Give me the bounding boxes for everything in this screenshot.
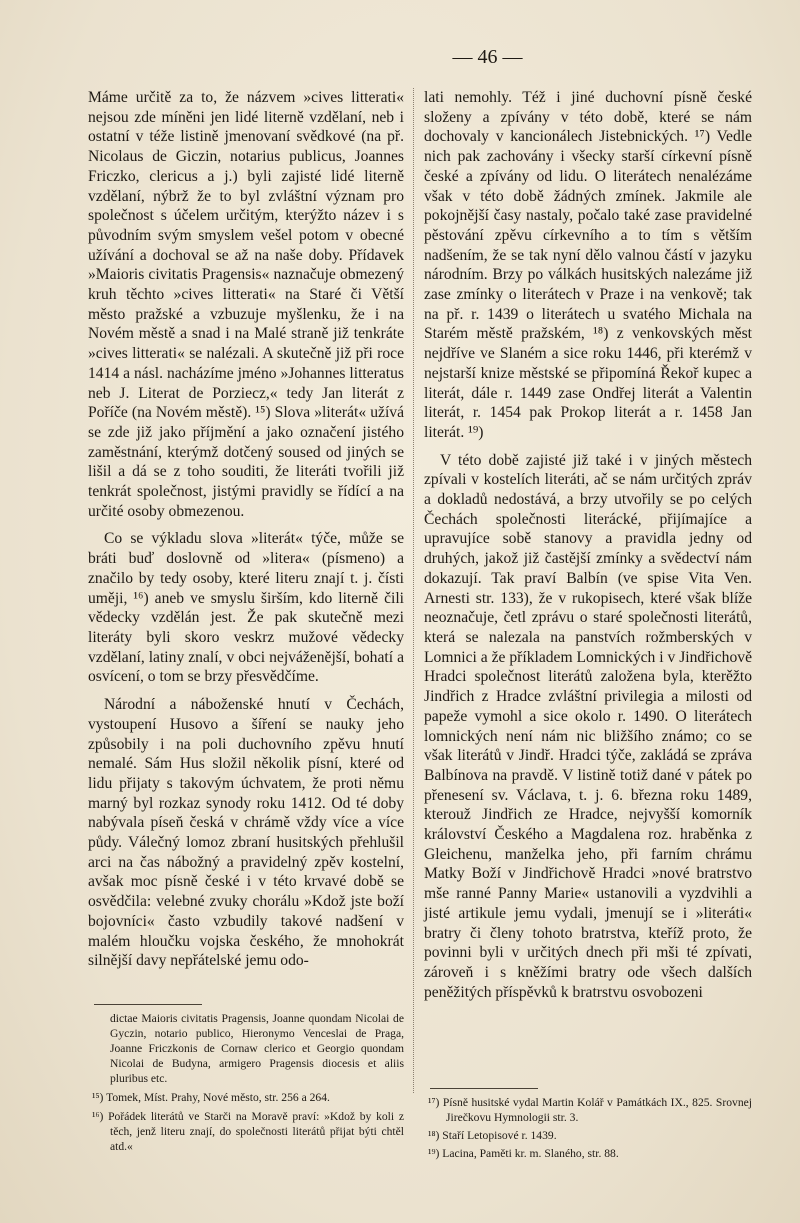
page-number: — 46 — (452, 46, 523, 68)
footnote-continuation: dictae Maioris civitatis Pragensis, Joanne quondam Nicolai de Gyczin, notario publico, Hieronymo Venceslai de Praga, Joanne Friczkonis de Cornaw clerico et Georgio quondam Nicolai de Budyna, armigero Pragensis diocesis et aliis pluribus etc. (110, 1012, 404, 1086)
footnote-15: ¹⁵) Tomek, Míst. Prahy, Nové město, str. 256 a 264. (92, 1091, 330, 1105)
footnote-rule (94, 1004, 202, 1005)
footnote-18: ¹⁸) Staří Letopisové r. 1439. (428, 1129, 557, 1143)
footnotes-left (88, 1004, 404, 1154)
footnote-16: ¹⁶) Pořádek literátů ve Starči na Moravě praví: »Kdož by koli z těch, jenž literu znají, do společnosti literátů přijat býti chtěl atd.« (92, 1109, 404, 1153)
right-column (424, 88, 752, 1002)
footnote-rule (430, 1088, 538, 1089)
paragraph: Co se výkladu slova »literát« týče, může se bráti buď doslovně od »litera« (písmeno) a značilo by tedy osoby, které literu znají t. j. čísti uměji, ¹⁶) aneb ve smyslu širším, kdo literně čili vědecky vzdělán jest. Že pak skutečně mezi literáty byli skoro veskrz mužové vědecky vzdělaní, latiny znalí, v obci nejváženější, bohatí a osvícení, o tom se brzy přesvědčíme. (88, 530, 404, 686)
paragraph: V této době zajisté již také i v jiných městech zpívali v kostelích literáti, ač se nám určitých zpráv a dokladů nedostává, a brzy utvořily se po celých Čechách společnosti literácké, přijímajíce a upravujíce sobě stanovy a pravidla jedny od druhých, jakož již častější zmínky a svědectví nám dokazují. Tak praví Balbín (ve spise Vita Ven. Arnesti str. 133), že v rukopisech, které však blíže neoznačuje, četl zprávu o staré společnosti literátů, která se nalezala na panstvích rožmberských v Lomnici a že příkladem Lomnických i v Jindřichově Hradci společnost literátů založena byla, kterěžto Jindřich z Hradce zvláštní privilegia a milosti od papeže vymohl a sice okolo r. 1490. O literátech lomnických není nám nic bližšího známo; co se však literátů v Jindř. Hradci týče, zakládá se zpráva Balbínova na pravdě. V listině totiž dané v pátek po přenesení sv. Václava, t. j. 6. března roku 1489, kterouž Jindřich ze Hradce, nejvyšší komorník království Českého a Magdalena roz. hraběnka z Gleichenu, manželka jeho, při farním chrámu Matky Boží v Jindřichově Hradci »nové bratrstvo mše ranné Panny Marie« ustanovili a vyzdvihli a jisté artikule jemu vydali, jmenují se i »literáti« bratry či členy tohoto bratrstva, kteříž proto, že povinni byli v určitých dnech při mši té zpívati, zároveň i s kněžími bratry ode všech dalších peněžitých příspěvků k bratrstvu osvobozeni (424, 451, 752, 1001)
paragraph: Národní a náboženské hnutí v Čechách, vystoupení Husovo a šíření se nauky jeho způsobily i na poli duchovního zpěvu hnutí nemalé. Sám Hus složil několik písní, které od lidu přijaty s takovým úchvatem, že proti němu marný byl rozkaz synody roku 1412. Od té doby nabývala píseň česká v chrámě vždy více a více půdy. Válečný lomoz zbraní husitských přehlušil arci na čas nábožný a pravidelný zpěv kostelní, avšak moc písně české i v této krvavé době se osvědčila: velebné zvuky chorálu »Kdož jste boží bojovníci« často vzbudily takové nadšení v malém hloučku vojska českého, že mnohokrát silnější davy nepřátelské jemu odo- (88, 696, 404, 970)
paragraph: lati nemohly. Též i jiné duchovní písně české složeny a zpívány v této době, které se nám dochovaly v kancionálech Jistebnických. ¹⁷) Vedle nich pak zachovány i všecky starší církevní písně české a zpívány od lidu. O literátech nenalézáme však v této době žádných zmínek. Jakmile ale pokojnější časy nastaly, počalo také zase pravidelné pěstování zpěvu církevního a to tím s větším nadšením, že se tak nyní dělo valnou částí v jazyku národním. Brzy po válkách husitských nalezáme již zase zmínky o literátech v Praze i na venkově; tak na př. r. 1439 o literátech u svatého Michala na Starém městě pražském, ¹⁸) z venkovských měst nejdříve ve Slaném a sice roku 1446, při kterémž v nejstarší knize městské se připomíná Řekoř kupec a literát, dále r. 1449 zase Ondřej literát a Valentin literát, r. 1454 pak Prokop literát a r. 1458 Jan literát. ¹⁹) (424, 89, 752, 441)
footnote-19: ¹⁹) Lacina, Paměti kr. m. Slaného, str. 88. (428, 1147, 619, 1161)
column-divider (413, 88, 414, 1093)
left-column (88, 88, 404, 971)
footnote-17: ¹⁷) Písně husitské vydal Martin Kolář v Památkách IX., 825. Srovnej Jirečkovu Hymnologii str. 3. (428, 1096, 752, 1125)
paragraph: Máme určitě za to, že názvem »cives litterati« nejsou zde míněni jen lidé literně vzdělaní, neb i ostatní v téže listině jmenovaní svědkové (na př. Nicolaus de Giczin, notarius publicus, Joannes Friczko, clericus a j.) byli zajisté lidé literně vzdělaní, nýbrž že to byl zvláštní význam pro společnost s účelem určitým, kterýžto název i s původním svým smyslem vešel potom v obecné užívání a dochoval se až na naše doby. Přídavek »Maioris civitatis Pragensis« naznačuje obmezený kruh těchto »cives litterati« na Staré či Větší město pražské a vzbuzuje myšlenku, že i na Novém městě a snad i na Malé straně již tenkráte »cives litterati« se nalézali. A skutečně již při roce 1414 a násl. nacházíme jméno »Johannes litteratus neb J. Literat de Porziecz,« tedy Jan literát z Poříče (na Novém městě). ¹⁵) Slova »literát« užívá se zde již jako příjmění a jako označení jistého zaměstnání, kterýmž dotčený soused od jiných se lišil a dá se z toho souditi, že literáti tvořili již tenkrát společnost, jistými pravidly se řídící a na určité osoby obmezenou. (88, 89, 404, 520)
footnotes-right (424, 1088, 752, 1161)
